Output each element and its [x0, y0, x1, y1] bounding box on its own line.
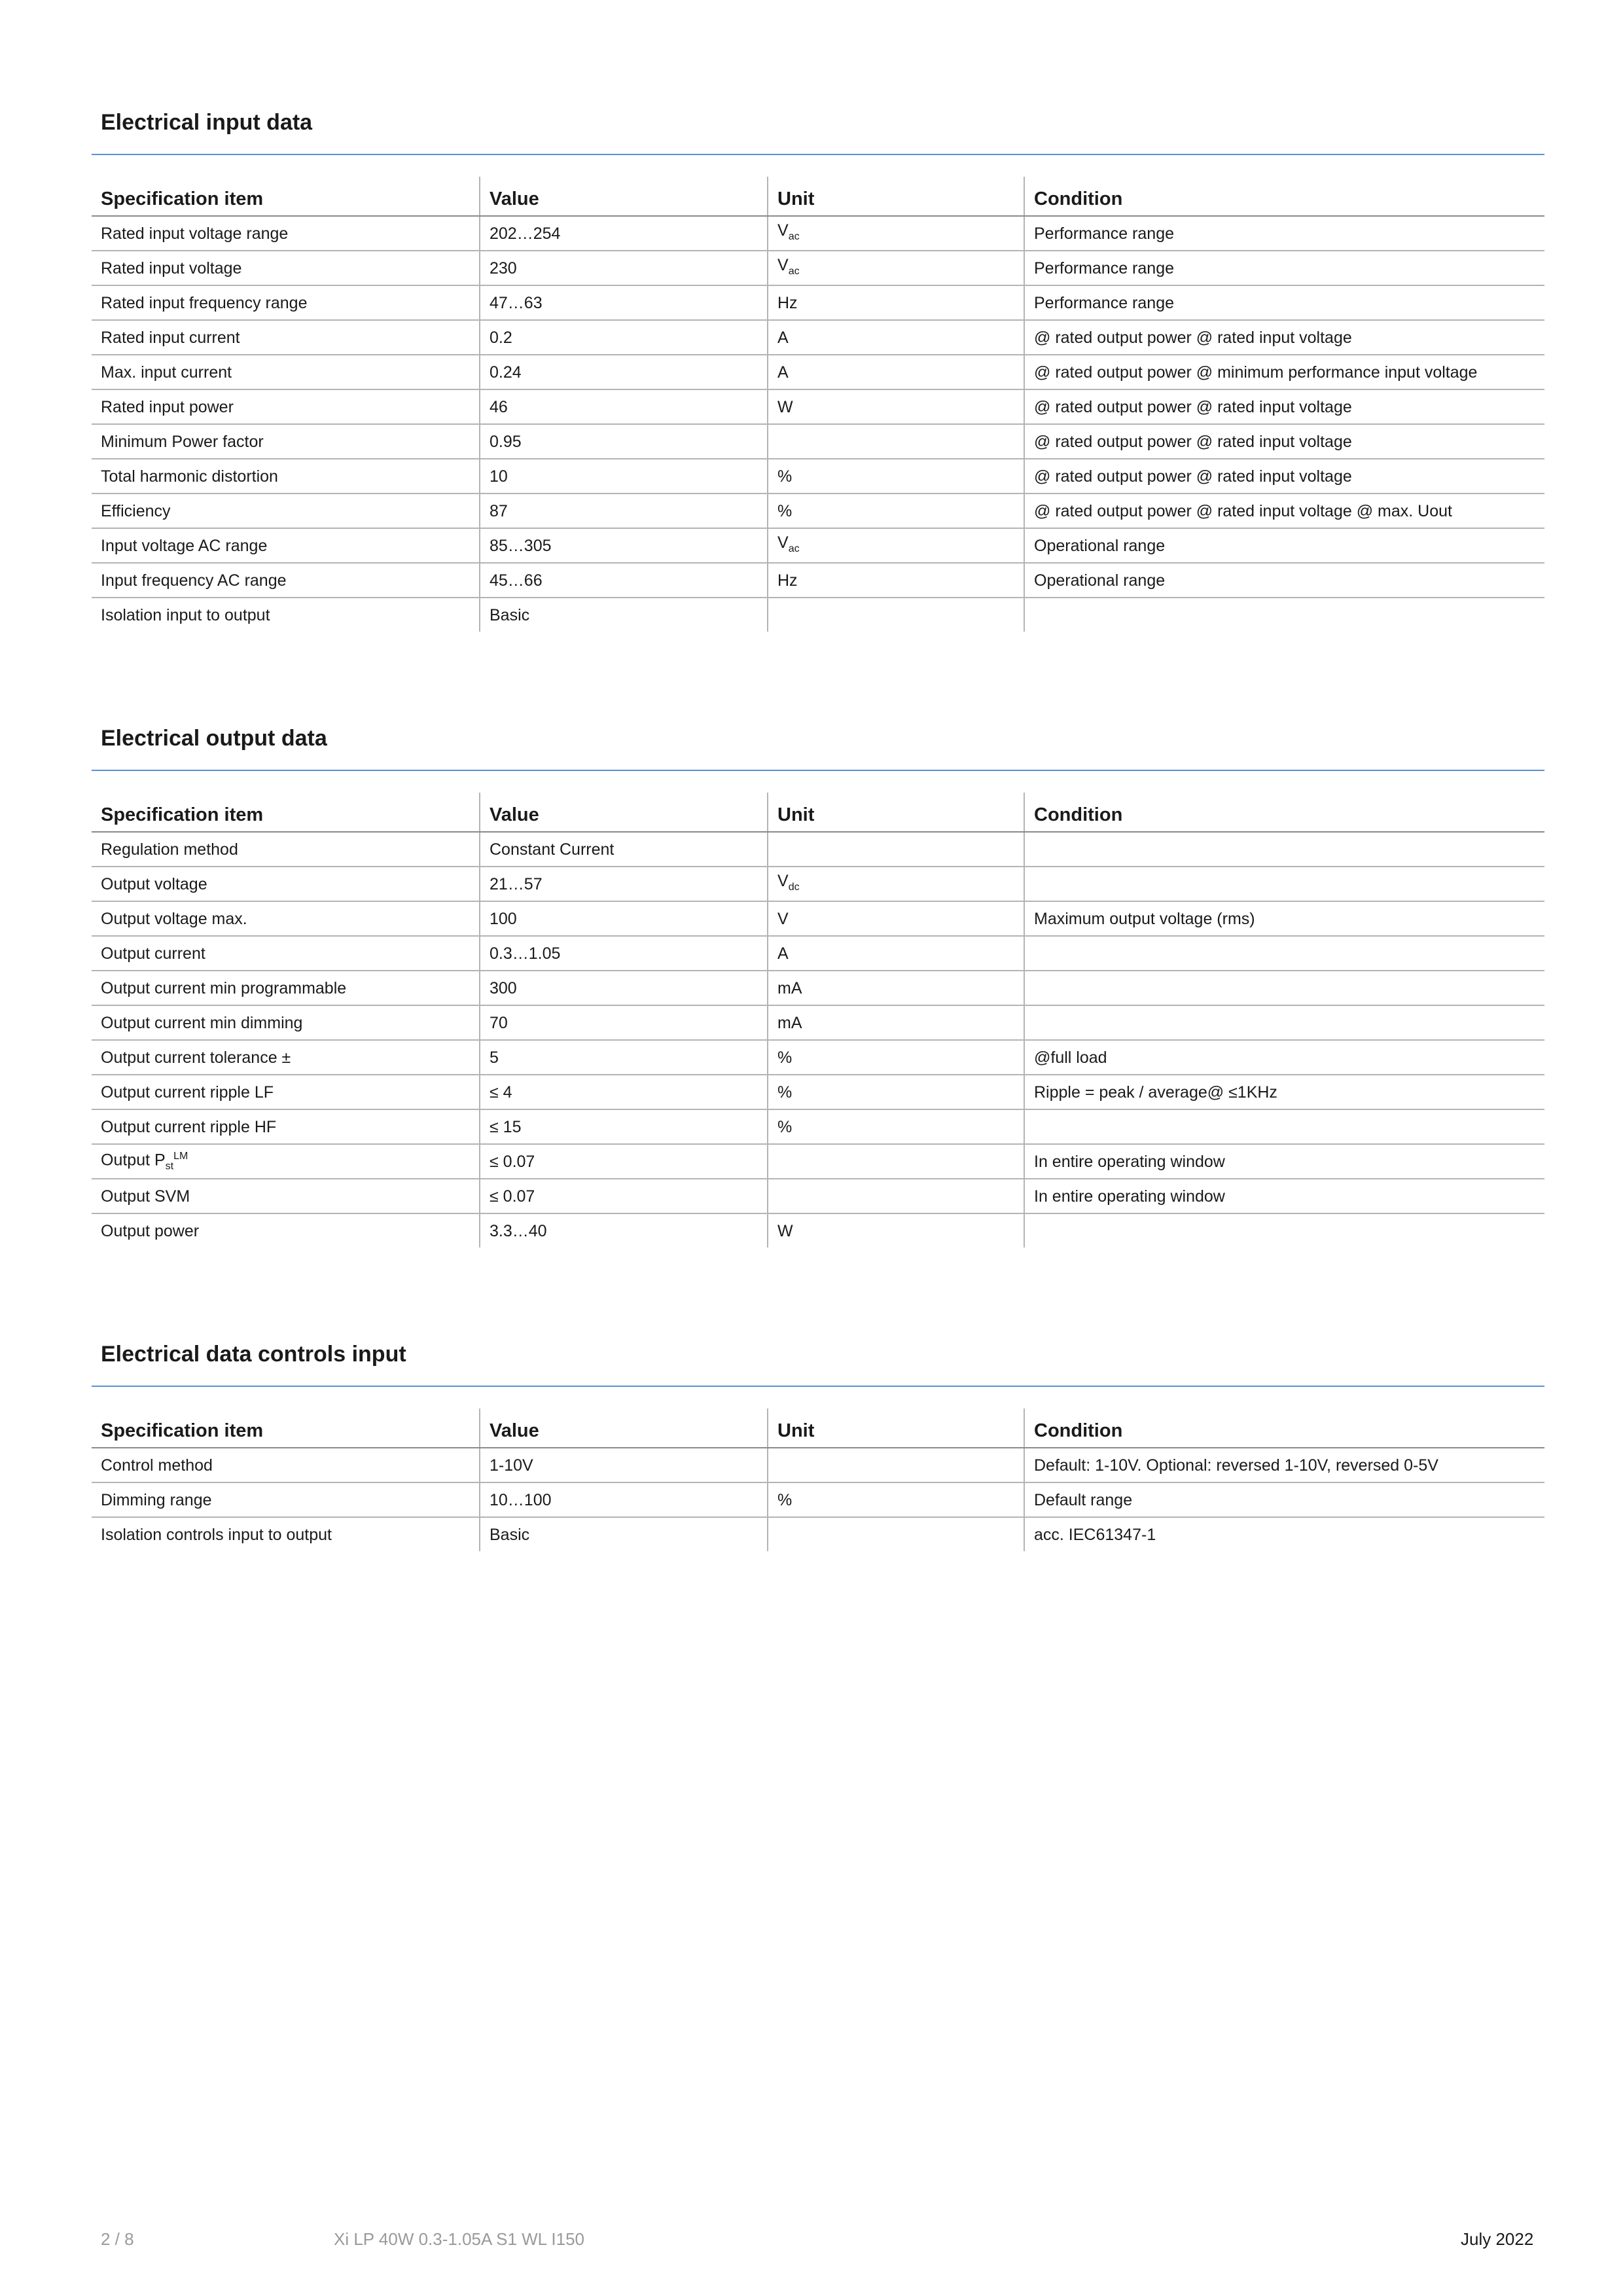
condition-cell: @ rated output power @ minimum performance input voltage [1024, 355, 1544, 389]
condition-cell: Default range [1024, 1482, 1544, 1517]
value-cell: 5 [480, 1040, 768, 1075]
header-specification-item: Specification item [92, 177, 480, 216]
value-cell: 10…100 [480, 1482, 768, 1517]
table-row [92, 1109, 1544, 1144]
value-cell: 100 [480, 901, 768, 936]
unit-cell [768, 598, 1024, 632]
value-cell: 45…66 [480, 563, 768, 598]
value-cell: Basic [480, 1517, 768, 1551]
spec-item-cell: Input voltage AC range [92, 528, 480, 563]
table-row [92, 832, 1544, 867]
header-specification-item: Specification item [92, 793, 480, 832]
unit-cell [768, 1179, 1024, 1213]
section-title: Electrical data controls input [101, 1342, 406, 1367]
value-cell: ≤ 0.07 [480, 1144, 768, 1179]
unit-cell [768, 424, 1024, 459]
unit-cell: $V_{dc}$ [768, 867, 1024, 901]
value-cell: 46 [480, 389, 768, 424]
spec-item-cell: Output SVM [92, 1179, 480, 1213]
condition-cell [1024, 832, 1544, 867]
spec-item-cell: Minimum Power factor [92, 424, 480, 459]
spec-item-cell: Isolation input to output [101, 605, 270, 624]
value-cell: 0.3…1.05 [480, 936, 768, 971]
header-value: Value [480, 1408, 768, 1448]
spec-item-cell: Output current min dimming [92, 1005, 480, 1040]
unit-cell: % [768, 459, 1024, 493]
spec-item-cell: Total harmonic distortion [92, 459, 480, 493]
unit-cell [768, 1144, 1024, 1179]
table-row [92, 1482, 1544, 1517]
spec-item-cell: Rated input power [92, 389, 480, 424]
condition-cell: Maximum output voltage (rms) [1024, 901, 1544, 936]
header-specification-item: Specification item [92, 1408, 480, 1448]
table-row [92, 1517, 1544, 1551]
condition-cell: @ rated output power @ rated input voltage @ max. Uout [1024, 493, 1544, 528]
spec-item-cell: Control method [92, 1448, 480, 1482]
value-cell: 202…254 [480, 216, 768, 251]
footer-page-number: 2 / 8 [101, 2229, 134, 2249]
header-value: Value [480, 793, 768, 832]
table-row [92, 598, 1544, 632]
header-condition: Condition [1024, 1408, 1544, 1448]
unit-cell: Hz [768, 563, 1024, 598]
value-cell: 10 [480, 459, 768, 493]
condition-cell: @ rated output power @ rated input voltage [1024, 320, 1544, 355]
spec-item-cell: Output voltage max. [92, 901, 480, 936]
table-row [92, 1075, 1544, 1109]
value-cell: 85…305 [480, 528, 768, 563]
table-header-row [92, 1408, 1544, 1448]
table-row [92, 936, 1544, 971]
table-row [92, 528, 1544, 563]
table-row [92, 424, 1544, 459]
condition-cell [1024, 1005, 1544, 1040]
value-cell: 0.2 [480, 320, 768, 355]
condition-cell: Operational range [1024, 528, 1544, 563]
unit-cell: % [768, 1482, 1024, 1517]
spec-item-cell: Input frequency AC range [92, 563, 480, 598]
table-row [92, 1448, 1544, 1482]
spec-item-cell: Output power [101, 1221, 200, 1240]
condition-cell: Operational range [1024, 563, 1544, 598]
spec-item-cell: Rated input voltage [92, 251, 480, 285]
unit-cell: V [768, 901, 1024, 936]
footer-date: July 2022 [1461, 2229, 1534, 2249]
header-condition: Condition [1024, 793, 1544, 832]
condition-cell [1024, 971, 1544, 1005]
unit-cell: mA [768, 1005, 1024, 1040]
unit-cell [768, 1448, 1024, 1482]
condition-cell: Default: 1-10V. Optional: reversed 1-10V, reversed 0-5V [1024, 1448, 1544, 1482]
table-row [92, 1179, 1544, 1213]
spec-item-cell: Output $P_{st}^{LM}$ [92, 1144, 480, 1179]
header-unit: Unit [768, 793, 1024, 832]
spec-table-output [92, 793, 1544, 1247]
spec-item-cell: Output current ripple HF [92, 1109, 480, 1144]
table-row [92, 355, 1544, 389]
unit-cell: A [768, 936, 1024, 971]
spec-item-cell: Output current min programmable [92, 971, 480, 1005]
spec-item-cell: Output current tolerance ± [92, 1040, 480, 1075]
unit-cell: mA [768, 971, 1024, 1005]
table-row [92, 901, 1544, 936]
condition-cell: Performance range [1024, 216, 1544, 251]
condition-cell: @ rated output power @ rated input voltage [1024, 459, 1544, 493]
unit-cell: % [768, 493, 1024, 528]
unit-cell: % [768, 1109, 1024, 1144]
header-unit: Unit [768, 177, 1024, 216]
header-condition: Condition [1024, 177, 1544, 216]
spec-item-cell: Output current ripple LF [92, 1075, 480, 1109]
condition-cell [1024, 1109, 1544, 1144]
spec-item-cell: Max. input current [92, 355, 480, 389]
value-cell: 300 [480, 971, 768, 1005]
table-row [92, 389, 1544, 424]
table-row [92, 1144, 1544, 1179]
spec-item-cell: Isolation controls input to output [101, 1525, 332, 1544]
value-cell: 70 [480, 1005, 768, 1040]
unit-cell: A [768, 320, 1024, 355]
spec-item-cell: Rated input frequency range [92, 285, 480, 320]
value-cell: Constant Current [480, 832, 768, 867]
unit-cell: % [768, 1040, 1024, 1075]
table-row [92, 563, 1544, 598]
header-value: Value [480, 177, 768, 216]
condition-cell: In entire operating window [1024, 1179, 1544, 1213]
value-cell: 47…63 [480, 285, 768, 320]
condition-cell [1024, 1213, 1544, 1247]
spec-table-input [92, 177, 1544, 632]
condition-cell: Ripple = peak / average@ ≤1KHz [1024, 1075, 1544, 1109]
section-title: Electrical output data [101, 726, 327, 751]
spec-item-cell: Output current [92, 936, 480, 971]
table-row [92, 1040, 1544, 1075]
condition-cell: acc. IEC61347-1 [1024, 1517, 1544, 1551]
condition-cell: In entire operating window [1024, 1144, 1544, 1179]
unit-cell: Hz [768, 285, 1024, 320]
value-cell: 3.3…40 [480, 1213, 768, 1247]
footer-product-name: Xi LP 40W 0.3-1.05A S1 WL I150 [334, 2229, 585, 2249]
value-cell: ≤ 15 [480, 1109, 768, 1144]
unit-cell: % [768, 1075, 1024, 1109]
condition-cell: @ rated output power @ rated input voltage [1024, 389, 1544, 424]
table-row [92, 493, 1544, 528]
value-cell: 230 [480, 251, 768, 285]
value-cell: 0.95 [480, 424, 768, 459]
value-cell: ≤ 0.07 [480, 1179, 768, 1213]
table-row [92, 867, 1544, 901]
table-row [92, 1005, 1544, 1040]
condition-cell [1024, 936, 1544, 971]
table-row [92, 459, 1544, 493]
unit-cell: $V_{ac}$ [768, 528, 1024, 563]
table-row [92, 1213, 1544, 1247]
condition-cell [1024, 867, 1544, 901]
condition-cell [1024, 598, 1544, 632]
unit-cell [768, 1517, 1024, 1551]
condition-cell: @full load [1024, 1040, 1544, 1075]
table-row [92, 971, 1544, 1005]
value-cell: 1-10V [480, 1448, 768, 1482]
unit-cell: W [768, 389, 1024, 424]
spec-item-cell: Regulation method [92, 832, 480, 867]
spec-item-cell: Rated input voltage range [92, 216, 480, 251]
value-cell: ≤ 4 [480, 1075, 768, 1109]
section-divider [92, 770, 1544, 771]
value-cell: 0.24 [480, 355, 768, 389]
spec-item-cell: Output voltage [92, 867, 480, 901]
table-header-row [92, 793, 1544, 832]
spec-item-cell: Rated input current [92, 320, 480, 355]
table-row [92, 320, 1544, 355]
unit-cell: W [768, 1213, 1024, 1247]
condition-cell: Performance range [1024, 285, 1544, 320]
spec-item-cell: Efficiency [92, 493, 480, 528]
value-cell: Basic [480, 598, 768, 632]
unit-cell [768, 832, 1024, 867]
header-unit: Unit [768, 1408, 1024, 1448]
value-cell: 21…57 [480, 867, 768, 901]
value-cell: 87 [480, 493, 768, 528]
spec-item-cell: Dimming range [92, 1482, 480, 1517]
section-divider [92, 1386, 1544, 1387]
unit-cell: A [768, 355, 1024, 389]
section-divider [92, 154, 1544, 155]
table-row [92, 285, 1544, 320]
table-header-row [92, 177, 1544, 216]
spec-table-controls [92, 1408, 1544, 1551]
condition-cell: @ rated output power @ rated input voltage [1024, 424, 1544, 459]
unit-cell: $V_{ac}$ [768, 216, 1024, 251]
section-title: Electrical input data [101, 110, 313, 135]
table-row [92, 251, 1544, 285]
unit-cell: $V_{ac}$ [768, 251, 1024, 285]
table-row [92, 216, 1544, 251]
condition-cell: Performance range [1024, 251, 1544, 285]
